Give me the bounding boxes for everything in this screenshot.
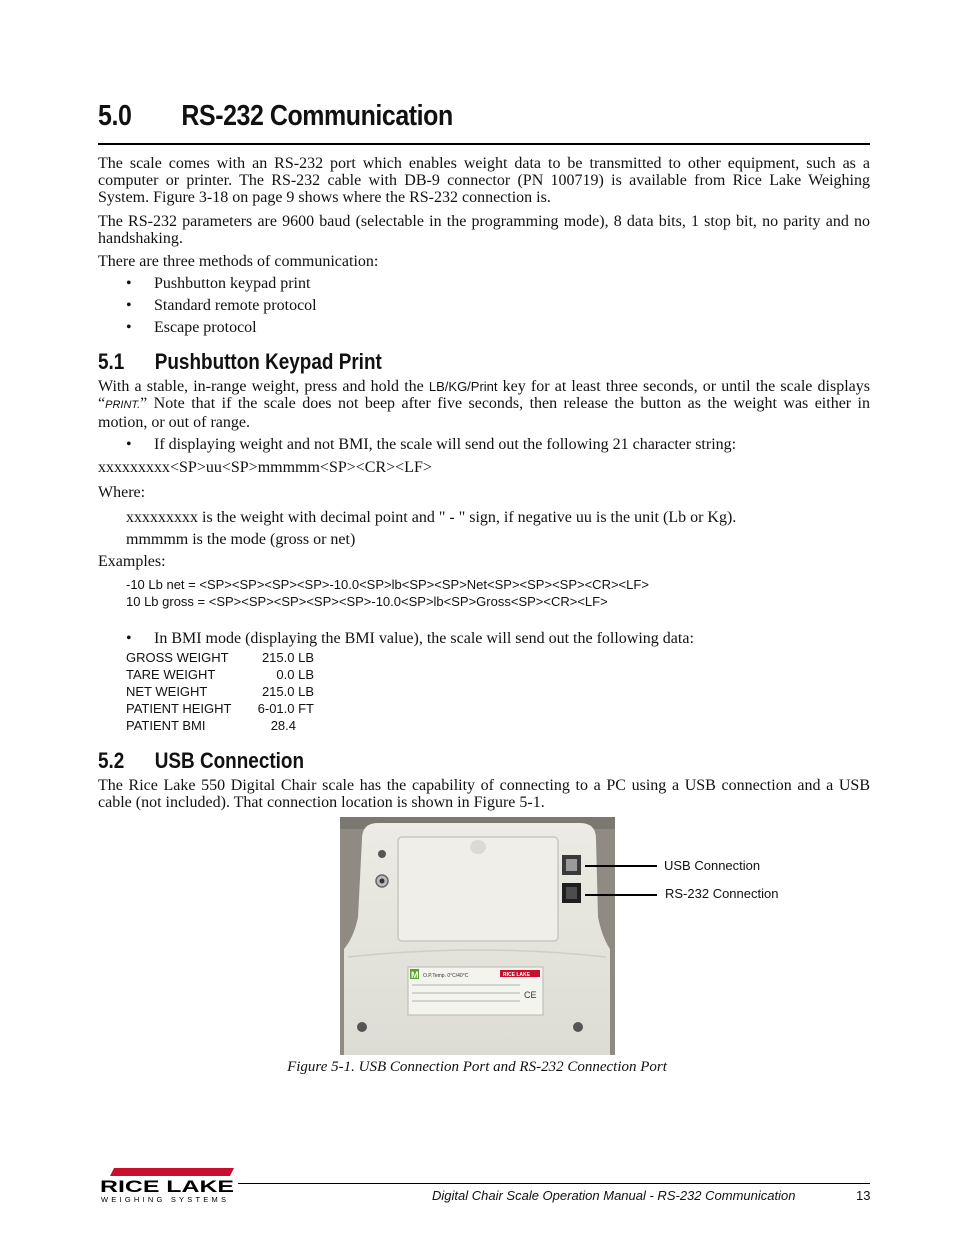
- bmi-row-label: GROSS WEIGHT: [126, 650, 229, 665]
- text-run: With a stable, in-range weight, press and hold the: [98, 378, 429, 395]
- page-number: 13: [856, 1188, 871, 1203]
- section-heading: [98, 100, 453, 133]
- rice-lake-logo: [100, 1168, 236, 1204]
- examples-label: Examples:: [98, 553, 166, 570]
- scale-base-illustration: [340, 817, 615, 1055]
- text-run: key for at least three seconds, or until the scale displays “: [98, 378, 870, 412]
- usb-callout-leader: [585, 865, 657, 867]
- footer-rule: [238, 1183, 870, 1184]
- text-run: ” Note that if the scale does not beep after five seconds, then release the button as the weight was either in motion, or out of range.: [98, 395, 870, 431]
- section-title: RS-232 Communication: [181, 100, 453, 132]
- bullet-marker: •: [126, 297, 132, 314]
- bmi-row-value: 28.4: [270, 718, 296, 733]
- intro-paragraph-2: The RS-232 parameters are 9600 baud (selectable in the programming mode), 8 data bits, 1 stop bit, no parity and no handshaking.: [98, 213, 870, 247]
- example-line: -10 Lb net = <SP><SP><SP><SP>-10.0<SP>lb<SP><SP>Net<SP><SP><SP><CR><LF>: [126, 577, 649, 592]
- bmi-row-value: 6-01.0 FT: [257, 701, 314, 716]
- subsection-heading-5-2: [98, 748, 304, 774]
- method-item: Pushbutton keypad print: [154, 275, 311, 292]
- logo-main-text: RICE LAKE: [100, 1177, 234, 1196]
- label-brand-text: RICE LAKE: [503, 972, 530, 978]
- where-line: xxxxxxxxx is the weight with decimal point and " - " sign, if negative uu is the unit (Lb or Kg).: [126, 509, 737, 526]
- method-item: Standard remote protocol: [154, 297, 317, 314]
- bmi-row-label: NET WEIGHT: [126, 684, 208, 699]
- intro-paragraph-3: There are three methods of communication:: [98, 253, 379, 270]
- footer-title: Digital Chair Scale Operation Manual - RS-232 Communication: [432, 1188, 796, 1203]
- key-name: LB/KG/Print: [428, 379, 498, 394]
- usb-paragraph: The Rice Lake 550 Digital Chair scale has the capability of connecting to a PC using a USB connection and a USB cable (not included). That connection location is shown in Figure 5-1.: [98, 777, 870, 811]
- bullet-marker: •: [126, 436, 132, 453]
- subsection-heading-5-1: [98, 349, 382, 375]
- display-text: PRINT.: [105, 399, 141, 411]
- label-ce-text: CE: [524, 990, 537, 1000]
- intro-paragraph-1: The scale comes with an RS-232 port which enables weight data to be transmitted to other equipment, such as a computer or printer. The RS-232 cable with DB-9 connector (PN 100719) is available from Rice Lake Weighing System. Figure 3-18 on page 9 shows where the RS-232 connection is.: [98, 155, 870, 206]
- bmi-row-label: TARE WEIGHT: [126, 667, 216, 682]
- rs232-callout-leader: [585, 894, 657, 896]
- bmi-mode-bullet: In BMI mode (displaying the BMI value), the scale will send out the following data:: [154, 630, 694, 647]
- bullet-marker: •: [126, 630, 132, 647]
- where-line: mmmmm is the mode (gross or net): [126, 531, 356, 548]
- subsection-title: Pushbutton Keypad Print: [154, 349, 382, 374]
- subsection-number: 5.2: [98, 748, 125, 773]
- heading-rule: [98, 143, 870, 145]
- bullet-marker: •: [126, 319, 132, 336]
- figure-caption: Figure 5-1. USB Connection Port and RS-232 Connection Port: [287, 1059, 667, 1075]
- example-line: 10 Lb gross = <SP><SP><SP><SP><SP>-10.0<SP>lb<SP>Gross<SP><CR><LF>: [126, 594, 608, 609]
- bmi-row-value: 215.0 LB: [261, 650, 314, 665]
- bmi-row-value: 215.0 LB: [261, 684, 314, 699]
- keypad-print-paragraph: [98, 378, 870, 431]
- weight-mode-bullet: If displaying weight and not BMI, the scale will send out the following 21 character string:: [154, 436, 737, 453]
- usb-callout-label: USB Connection: [664, 858, 761, 873]
- bullet-marker: •: [126, 275, 132, 292]
- bmi-row-label: PATIENT BMI: [126, 718, 206, 733]
- bmi-row-value: 0.0 LB: [276, 667, 314, 682]
- subsection-title: USB Connection: [154, 748, 305, 773]
- rs232-callout-label: RS-232 Connection: [665, 886, 779, 901]
- scale-base-photo: [340, 817, 615, 1055]
- label-temp-text: O.P.Temp. 0°C/40°C: [423, 973, 469, 979]
- bmi-row-label: PATIENT HEIGHT: [126, 701, 232, 716]
- label-m-text: M: [411, 970, 419, 980]
- where-label: Where:: [98, 484, 146, 501]
- method-item: Escape protocol: [154, 319, 257, 336]
- logo-sub-text: WEIGHING SYSTEMS: [101, 1195, 229, 1204]
- subsection-number: 5.1: [98, 349, 125, 374]
- format-string: xxxxxxxxx<SP>uu<SP>mmmmm<SP><CR><LF>: [98, 459, 432, 476]
- section-number: 5.0: [98, 100, 132, 132]
